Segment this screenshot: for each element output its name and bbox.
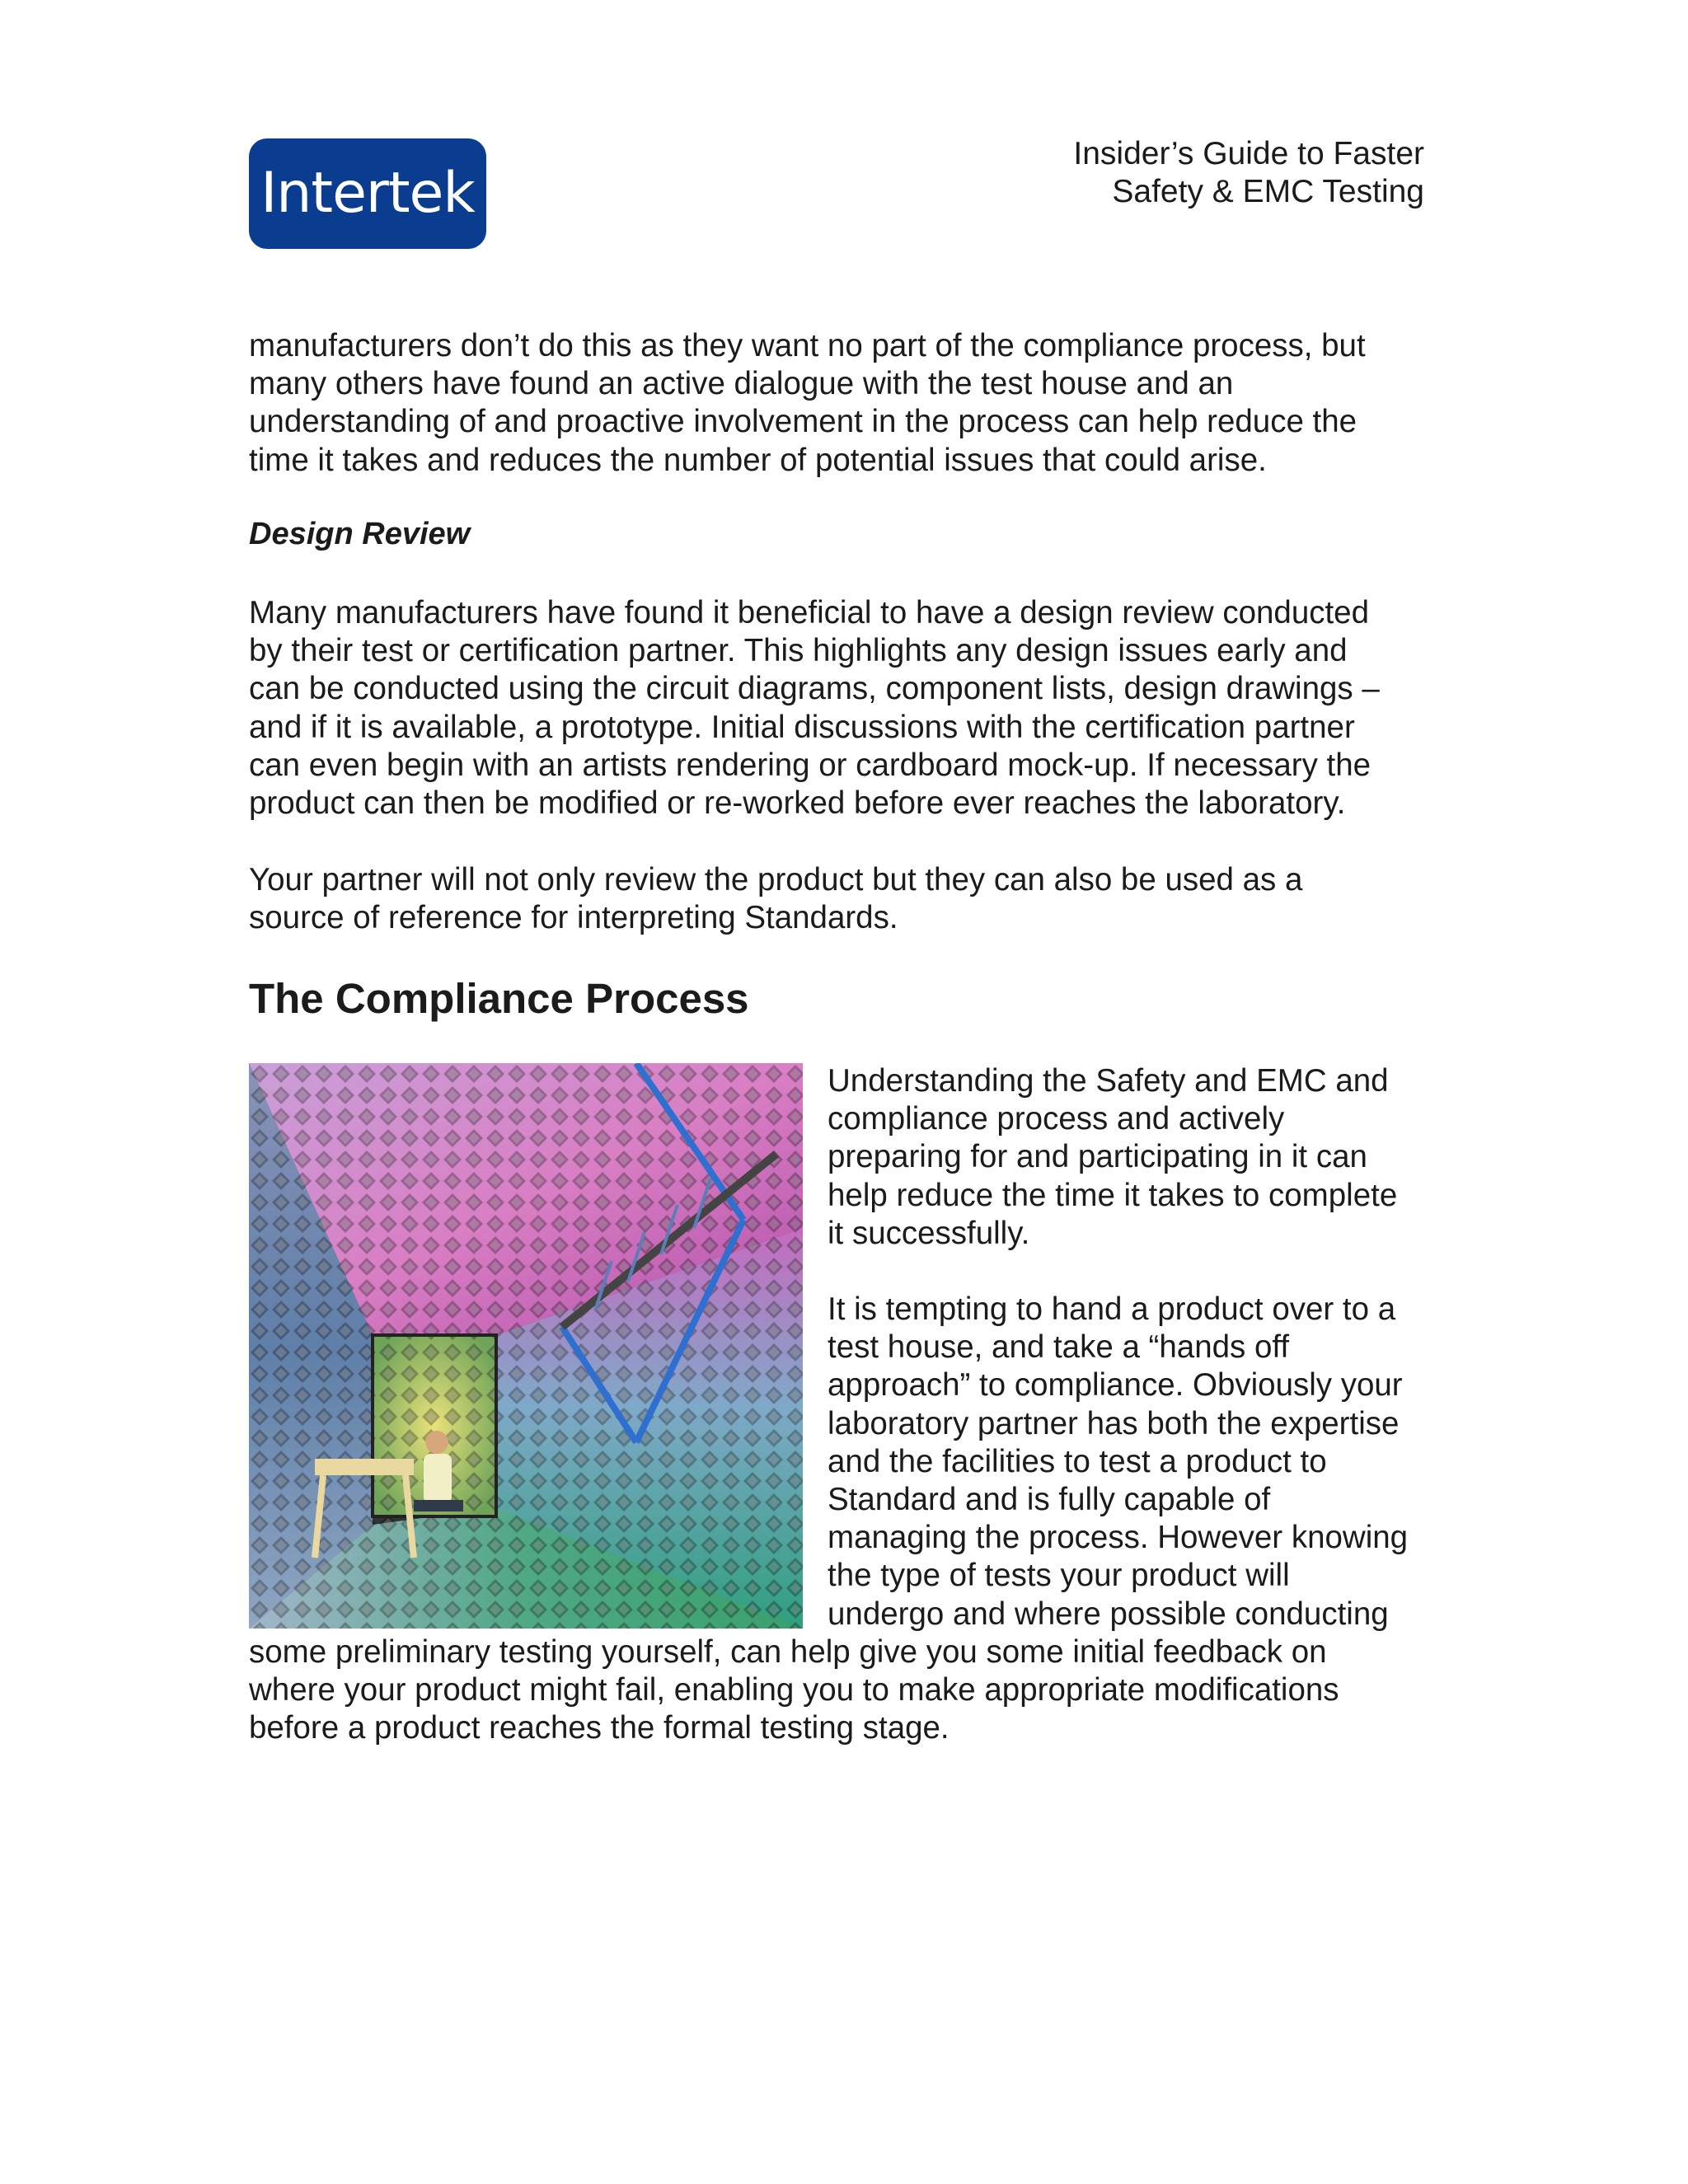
- title-line: Insider’s Guide to Faster: [1073, 136, 1424, 171]
- text-line: It is tempting to hand a product over to a: [828, 1291, 1396, 1327]
- text-line: and the facilities to test a product to: [828, 1443, 1327, 1479]
- text-line: laboratory partner has both the expertise: [828, 1405, 1400, 1441]
- design-review-heading: Design Review: [249, 517, 471, 551]
- compliance-process-heading: The Compliance Process: [249, 975, 749, 1022]
- logo-text: Intertek: [260, 161, 475, 226]
- text-line: Many manufacturers have found it beneficial to have a design review conducted: [249, 595, 1370, 630]
- text-line: it successfully.: [828, 1215, 1030, 1251]
- compliance-detail-paragraph: [828, 1291, 1454, 1633]
- text-line: before a product reaches the formal testing stage.: [249, 1710, 950, 1746]
- compliance-continuation-paragraph: [249, 1633, 1436, 1748]
- partner-paragraph: [249, 861, 1436, 937]
- text-line: and if it is available, a prototype. Initial discussions with the certification partner: [249, 709, 1355, 745]
- text-line: preparing for and participating in it can: [828, 1139, 1367, 1175]
- text-line: some preliminary testing yourself, can help give you some initial feedback on: [249, 1634, 1327, 1670]
- text-line: manufacturers don’t do this as they want no part of the compliance process, but: [249, 328, 1366, 363]
- text-line: the type of tests your product will: [828, 1558, 1290, 1594]
- title-line: Safety & EMC Testing: [1112, 174, 1424, 209]
- text-line: managing the process. However knowing: [828, 1520, 1409, 1556]
- text-line: time it takes and reduces the number of potential issues that could arise.: [249, 442, 1267, 478]
- text-line: approach” to compliance. Obviously your: [828, 1367, 1403, 1404]
- text-line: where your product might fail, enabling you to make appropriate modifications: [249, 1672, 1339, 1708]
- text-line: Your partner will not only review the product but they can also be used as a: [249, 862, 1303, 898]
- anechoic-chamber-photo: [249, 1063, 803, 1629]
- text-line: undergo and where possible conducting: [828, 1596, 1389, 1632]
- text-line: by their test or certification partner. This highlights any design issues early and: [249, 633, 1348, 669]
- text-line: Standard and is fully capable of: [828, 1482, 1271, 1518]
- intro-paragraph: [249, 327, 1436, 480]
- text-line: can even begin with an artists rendering or cardboard mock-up. If necessary the: [249, 747, 1372, 783]
- compliance-intro-paragraph: [828, 1062, 1454, 1253]
- intertek-logo: [249, 138, 486, 249]
- text-line: help reduce the time it takes to complete: [828, 1177, 1398, 1213]
- text-line: many others have found an active dialogue with the test house and an: [249, 366, 1234, 402]
- text-line: understanding of and proactive involvement in the process can help reduce the: [249, 404, 1357, 440]
- text-line: product can then be modified or re-worked before ever reaches the laboratory.: [249, 785, 1346, 822]
- text-line: test house, and take a “hands off: [828, 1329, 1290, 1366]
- text-line: can be conducted using the circuit diagrams, component lists, design drawings –: [249, 671, 1380, 707]
- design-review-paragraph: [249, 594, 1436, 823]
- text-line: Understanding the Safety and EMC and: [828, 1063, 1389, 1099]
- document-title: [930, 135, 1424, 211]
- text-line: compliance process and actively: [828, 1101, 1285, 1137]
- text-line: source of reference for interpreting Standards.: [249, 900, 898, 936]
